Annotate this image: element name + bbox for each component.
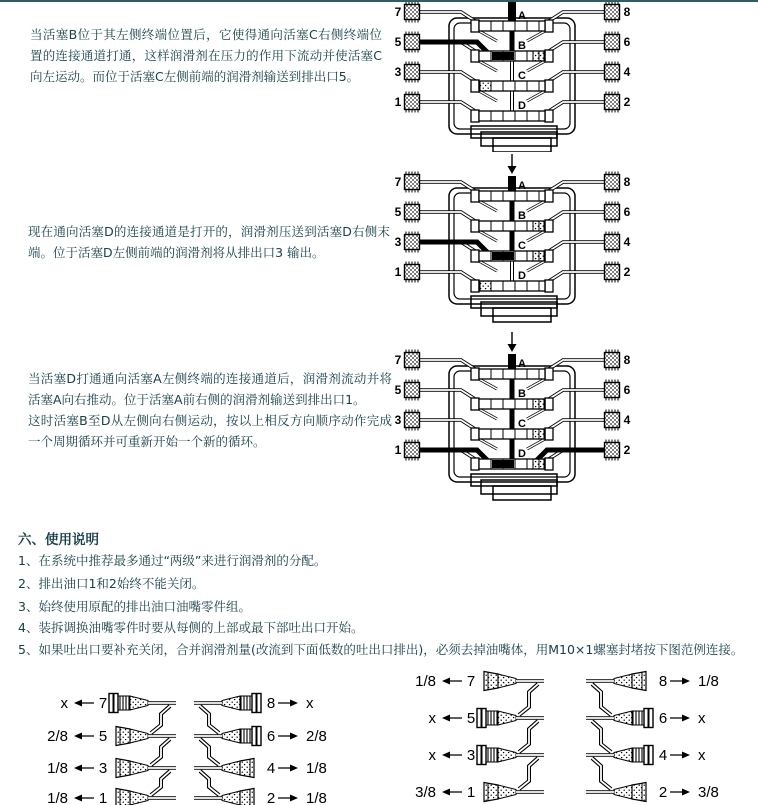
svg-text:1/8: 1/8 [47,760,68,777]
svg-text:D: D [518,100,526,112]
usage-item-5: 5、如果吐出口要补充关闭，合并润滑剂量(改流到下面低数的吐出口排出)，必须去掉油嘴体，用M10×1螺塞封堵按下图范例连接。 [18,642,744,657]
port-fitting-icon [605,440,620,461]
plug-icon-port-6 [222,727,261,746]
check-valve-icon [480,81,491,91]
svg-text:3: 3 [466,747,476,764]
paragraph-step2: 现在通向活塞D的连接通道是打开的，润滑剂压送到活塞D右侧末端。位于活塞D左侧前端的润滑剂将从排出口3 输出。 [28,224,390,260]
fitting-example-group-2 [186,686,336,805]
svg-text:5: 5 [394,383,402,397]
piston-B [471,50,553,62]
usage-item-1: 1、在系统中推荐最多通过“两级”来进行润滑剂的分配。 [18,553,327,568]
piston-A [471,20,553,32]
svg-text:6: 6 [623,35,631,49]
section-heading: 六、使用说明 [18,532,99,548]
port-fitting-icon [405,232,420,253]
svg-text:5: 5 [466,710,476,727]
svg-text:3: 3 [98,760,108,777]
port-fitting-icon [605,2,620,23]
piston-C [471,250,553,262]
svg-text:8: 8 [658,673,668,690]
svg-text:6: 6 [623,205,631,219]
nozzle-icon-port-1 [484,783,516,802]
svg-text:8: 8 [623,353,631,367]
check-valve-icon [533,221,544,231]
svg-text:1: 1 [98,790,108,805]
plug-icon-port-3 [477,746,516,765]
svg-text:D: D [518,270,526,282]
port-fitting-icon [405,380,420,401]
plug-icon-port-6 [614,709,653,728]
svg-text:B: B [518,388,526,400]
piston-D [471,280,553,292]
port-fitting-icon [405,92,420,113]
svg-text:1/8: 1/8 [415,673,436,690]
port-fitting-icon [405,410,420,431]
svg-text:3: 3 [394,235,402,249]
svg-text:7: 7 [394,175,402,189]
piston-A [471,190,553,202]
svg-text:1: 1 [394,265,402,279]
piston-D [471,110,553,122]
svg-text:7: 7 [98,695,108,712]
svg-text:A: A [518,180,526,192]
nozzle-icon-port-2 [614,783,646,802]
distributor-flow-diagram-3 [387,328,637,504]
svg-text:x: x [428,747,436,764]
nozzle-icon-port-5 [116,727,148,746]
nozzle-icon-port-7 [484,672,516,691]
svg-text:1: 1 [394,95,402,109]
port-fitting-icon [605,92,620,113]
paragraph-step3a: 当活塞D打通通向活塞A左侧终端的连接通道后，润滑剂流动并将活塞A向右推动。位于活塞A前右侧的润滑剂输送到排出口1。 [28,371,392,407]
svg-text:2/8: 2/8 [47,728,68,745]
svg-text:1/8: 1/8 [306,760,327,777]
piston-C [471,428,553,440]
port-fitting-icon [405,202,420,223]
port-fitting-icon [605,262,620,283]
svg-text:3/8: 3/8 [698,784,719,801]
port-fitting-icon [605,232,620,253]
svg-text:4: 4 [623,235,631,249]
plug-icon-port-5 [477,709,516,728]
piston-D [471,458,553,470]
svg-text:4: 4 [623,413,631,427]
check-valve-icon [533,51,544,61]
port-fitting-icon [405,2,420,23]
port-fitting-icon [605,410,620,431]
svg-text:A: A [518,10,526,22]
nozzle-icon-port-8 [614,672,646,691]
svg-text:8: 8 [623,175,631,189]
port-fitting-icon [605,350,620,371]
svg-text:3/8: 3/8 [415,784,436,801]
svg-text:B: B [518,40,526,52]
svg-text:x: x [698,710,706,727]
paragraph-step1: 当活塞B位于其左侧终端位置后，它使得通向活塞C右侧终端位置的连接通道打通，这样润滑剂在压力的作用下流动并使活塞C向左运动。而位于活塞C左侧前端的润滑剂输送到排出口5。 [30,27,382,84]
svg-text:6: 6 [623,383,631,397]
svg-text:1/8: 1/8 [306,790,327,805]
svg-text:x: x [428,710,436,727]
svg-text:5: 5 [394,205,402,219]
svg-text:x: x [306,695,314,712]
top-rule [0,0,758,2]
plug-icon-port-8 [222,694,261,713]
svg-text:x: x [60,695,68,712]
piston-B [471,220,553,232]
usage-item-4: 4、装拆调换油嘴零件时要从每侧的上部或最下部吐出口开始。 [18,620,364,635]
port-fitting-icon [605,172,620,193]
svg-text:2: 2 [623,95,631,109]
usage-item-3: 3、始终使用原配的排出油口油嘴零件组。 [18,599,251,614]
check-valve-icon [480,281,491,291]
port-fitting-icon [605,202,620,223]
svg-text:1/8: 1/8 [698,673,719,690]
svg-text:C: C [518,240,526,252]
svg-text:x: x [698,747,706,764]
svg-text:4: 4 [266,760,276,777]
svg-text:C: C [518,418,526,430]
svg-text:A: A [518,358,526,370]
svg-text:5: 5 [98,728,108,745]
nozzle-icon-port-3 [116,759,148,778]
down-arrow-icon [508,154,517,174]
svg-text:1: 1 [394,443,402,457]
port-fitting-icon [605,32,620,53]
distributor-flow-diagram-2 [387,150,637,326]
port-fitting-icon [405,350,420,371]
svg-text:2/8: 2/8 [306,728,327,745]
svg-text:4: 4 [658,747,668,764]
paragraph-step3b: 这时活塞B至D从左侧向右侧运动，按以上相反方向顺序动作完成一个周期循环并可重新开始一个新的循环。 [28,413,392,449]
svg-text:8: 8 [623,5,631,19]
svg-text:B: B [518,210,526,222]
plug-icon-port-4 [614,746,653,765]
svg-text:6: 6 [658,710,668,727]
port-fitting-icon [405,172,420,193]
fitting-example-group-4 [578,664,748,805]
nozzle-icon-port-4 [222,759,254,778]
svg-text:3: 3 [394,65,402,79]
svg-text:8: 8 [266,695,276,712]
port-fitting-icon [405,32,420,53]
down-arrow-icon [508,332,517,352]
svg-text:7: 7 [466,673,476,690]
svg-text:1: 1 [466,784,476,801]
svg-text:2: 2 [623,443,631,457]
check-valve-icon [533,251,544,261]
svg-text:2: 2 [623,265,631,279]
svg-text:3: 3 [394,413,402,427]
svg-text:C: C [518,70,526,82]
svg-text:7: 7 [394,353,402,367]
check-valve-icon [533,429,544,439]
plug-icon-port-7 [109,694,148,713]
svg-text:1/8: 1/8 [47,790,68,805]
check-valve-icon [533,399,544,409]
check-valve-icon [533,459,544,469]
port-fitting-icon [405,262,420,283]
fitting-example-group-1 [32,686,192,805]
nozzle-icon-port-2 [222,789,254,805]
svg-text:5: 5 [394,35,402,49]
port-fitting-icon [605,62,620,83]
piston-B [471,398,553,410]
svg-text:D: D [518,448,526,460]
piston-C [471,80,553,92]
svg-text:2: 2 [658,784,668,801]
svg-text:2: 2 [266,790,276,805]
svg-text:6: 6 [266,728,276,745]
port-fitting-icon [405,440,420,461]
nozzle-icon-port-1 [116,789,148,805]
svg-text:7: 7 [394,5,402,19]
port-fitting-icon [405,62,420,83]
piston-A [471,368,553,380]
usage-item-2: 2、排出油口1和2始终不能关闭。 [18,576,205,591]
fitting-example-group-3 [400,664,560,805]
svg-text:4: 4 [623,65,631,79]
distributor-flow-diagram-1 [387,2,637,152]
port-fitting-icon [605,380,620,401]
